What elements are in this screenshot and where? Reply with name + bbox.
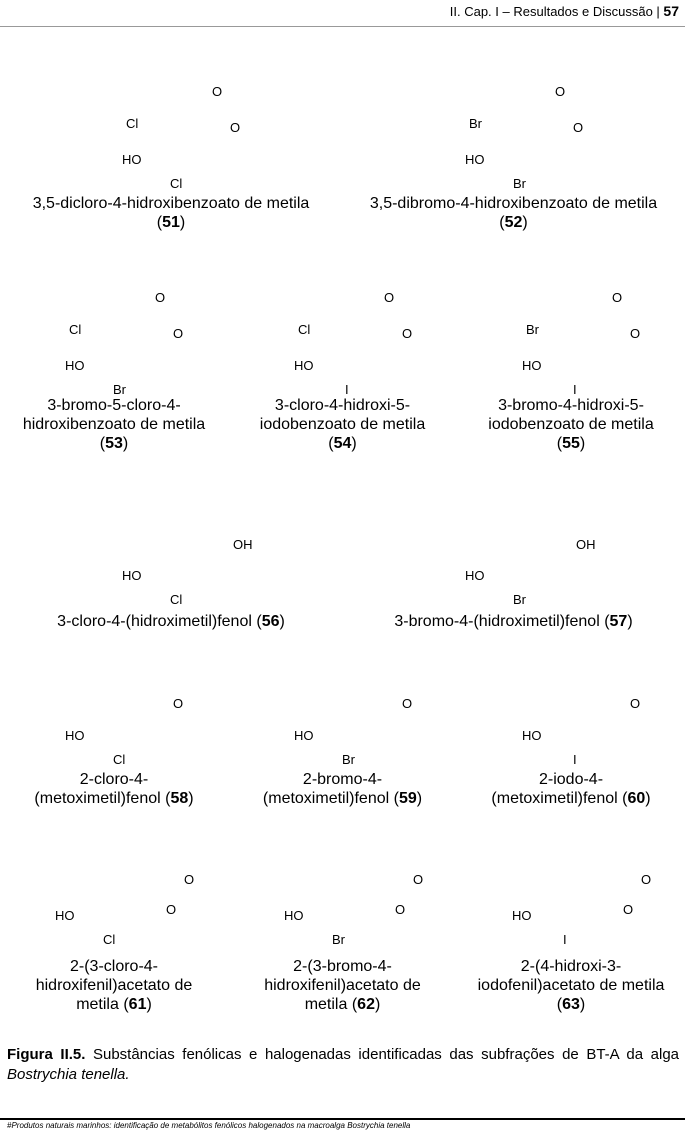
svg-text:Br: Br — [526, 322, 539, 337]
compound-label-57: 3-bromo-4-(hidroximetil)fenol (57) — [394, 613, 633, 630]
svg-text:HO: HO — [464, 568, 484, 583]
compound-label-56: 3-cloro-4-(hidroximetil)fenol (56) — [57, 613, 285, 630]
svg-text:HO: HO — [293, 358, 313, 373]
compound-number-51: (51) — [156, 214, 186, 231]
svg-text:O: O — [155, 290, 166, 305]
svg-text:HO: HO — [65, 358, 85, 373]
compound-name-51: 3,5-dicloro-4-hidroxibenzoato de metila — [32, 195, 310, 212]
svg-text:HO: HO — [464, 152, 484, 167]
svg-text:O: O — [394, 902, 405, 917]
svg-text:OH: OH — [575, 537, 595, 552]
compound-number-52: (52) — [499, 214, 528, 231]
structure-54 — [258, 290, 428, 397]
svg-text:HO: HO — [512, 908, 532, 923]
svg-text:O: O — [630, 696, 641, 711]
svg-text:O: O — [383, 290, 394, 305]
caption-species: Bostrychia tenella. — [7, 1066, 130, 1083]
svg-text:I: I — [344, 382, 349, 397]
structure-53 — [29, 290, 199, 397]
structure-57 — [429, 510, 599, 607]
compound-label-58: 2-cloro-4- (metoximetil)fenol (58) — [34, 771, 194, 807]
svg-text:O: O — [572, 120, 583, 135]
svg-text:Br: Br — [331, 932, 345, 947]
svg-text:O: O — [212, 84, 223, 99]
svg-text:HO: HO — [122, 568, 142, 583]
compound-62 — [228, 850, 457, 1014]
svg-text:O: O — [630, 326, 641, 341]
compound-label-59: 2-bromo-4- (metoximetil)fenol (59) — [262, 771, 423, 807]
svg-text:Br: Br — [468, 116, 482, 131]
compound-label-53: 3-bromo-5-cloro-4- hidroxibenzoato de metila (53) — [22, 397, 206, 452]
svg-text:HO: HO — [522, 728, 542, 743]
svg-text:O: O — [230, 120, 241, 135]
svg-text:I: I — [573, 752, 577, 767]
figure-caption — [7, 1045, 679, 1085]
svg-text:OH: OH — [233, 537, 253, 552]
compound-53 — [0, 292, 228, 453]
svg-text:Br: Br — [341, 752, 355, 767]
svg-text:Cl: Cl — [126, 116, 139, 131]
svg-text:Br: Br — [512, 592, 526, 607]
svg-text:O: O — [401, 696, 412, 711]
compound-label-51 — [0, 194, 342, 232]
structure-62 — [248, 850, 438, 945]
svg-text:O: O — [641, 872, 652, 887]
svg-text:O: O — [401, 326, 412, 341]
compound-label-52 — [342, 194, 685, 232]
structure-56 — [86, 510, 256, 607]
page-header — [0, 0, 685, 27]
header-text — [450, 3, 679, 19]
svg-text:O: O — [173, 696, 184, 711]
caption-text: Substâncias fenólicas e halogenadas identificadas das subfrações de BT-A da alga — [85, 1046, 680, 1063]
svg-text:HO: HO — [65, 728, 85, 743]
svg-text:Cl: Cl — [170, 176, 183, 191]
compound-name-52: 3,5-dibromo-4-hidroxibenzoato de metila — [369, 195, 658, 212]
compound-58 — [0, 670, 228, 808]
svg-text:Cl: Cl — [170, 592, 183, 607]
compound-54 — [228, 292, 457, 453]
svg-text:HO: HO — [522, 358, 542, 373]
structure-51 — [86, 84, 256, 191]
header-chapter: II. Cap. I – Resultados e Discussão | — [449, 4, 660, 19]
svg-text:O: O — [166, 902, 177, 917]
compound-59 — [228, 670, 457, 808]
svg-text:O: O — [173, 326, 184, 341]
structure-55 — [486, 290, 656, 397]
svg-text:HO: HO — [55, 908, 75, 923]
compound-label-61: 2-(3-cloro-4- hidroxifenil)acetato de metila (61) — [35, 958, 193, 1013]
compound-label-60: 2-iodo-4- (metoximetil)fenol (60) — [491, 771, 651, 807]
structure-58 — [29, 670, 199, 767]
svg-text:O: O — [412, 872, 423, 887]
compound-label-55: 3-bromo-4-hidroxi-5- iodobenzoato de metila (55) — [488, 397, 654, 452]
structure-60 — [486, 670, 656, 767]
svg-text:Cl: Cl — [69, 322, 82, 337]
svg-text:Br: Br — [512, 176, 526, 191]
compound-57 — [342, 510, 685, 631]
page-number: 57 — [663, 3, 679, 19]
svg-text:O: O — [554, 84, 565, 99]
svg-text:Cl: Cl — [297, 322, 310, 337]
compound-63 — [457, 850, 685, 1014]
structure-52 — [429, 84, 599, 191]
svg-text:I: I — [573, 382, 577, 397]
compound-label-62: 2-(3-bromo-4- hidroxifenil)acetato de metila (62) — [264, 958, 421, 1013]
svg-text:HO: HO — [283, 908, 303, 923]
svg-text:Br: Br — [113, 382, 126, 397]
compound-51 — [0, 86, 342, 232]
compound-60 — [457, 670, 685, 808]
svg-text:Cl: Cl — [103, 932, 116, 947]
svg-text:Cl: Cl — [113, 752, 126, 767]
svg-text:I: I — [563, 932, 567, 947]
caption-label: Figura II.5. — [7, 1046, 86, 1063]
compound-55 — [457, 292, 685, 453]
structure-61 — [19, 850, 209, 945]
svg-text:O: O — [623, 902, 634, 917]
footer-text: #Produtos naturais marinhos: identificação de metabólitos fenólicos halogenados na macroalga Bostrychia tenella — [7, 1121, 411, 1130]
compound-52 — [342, 86, 685, 232]
structure-63 — [476, 850, 666, 945]
compound-label-63: 2-(4-hidroxi-3- iodofenil)acetato de metila (63) — [477, 958, 665, 1013]
svg-text:O: O — [184, 872, 195, 887]
compound-label-54: 3-cloro-4-hidroxi-5- iodobenzoato de metila (54) — [259, 397, 426, 452]
svg-text:HO: HO — [293, 728, 313, 743]
compound-56 — [0, 510, 342, 631]
footer-divider — [0, 1118, 685, 1120]
structure-59 — [258, 670, 428, 767]
compound-61 — [0, 850, 228, 1014]
svg-text:O: O — [612, 290, 623, 305]
svg-text:HO: HO — [122, 152, 142, 167]
